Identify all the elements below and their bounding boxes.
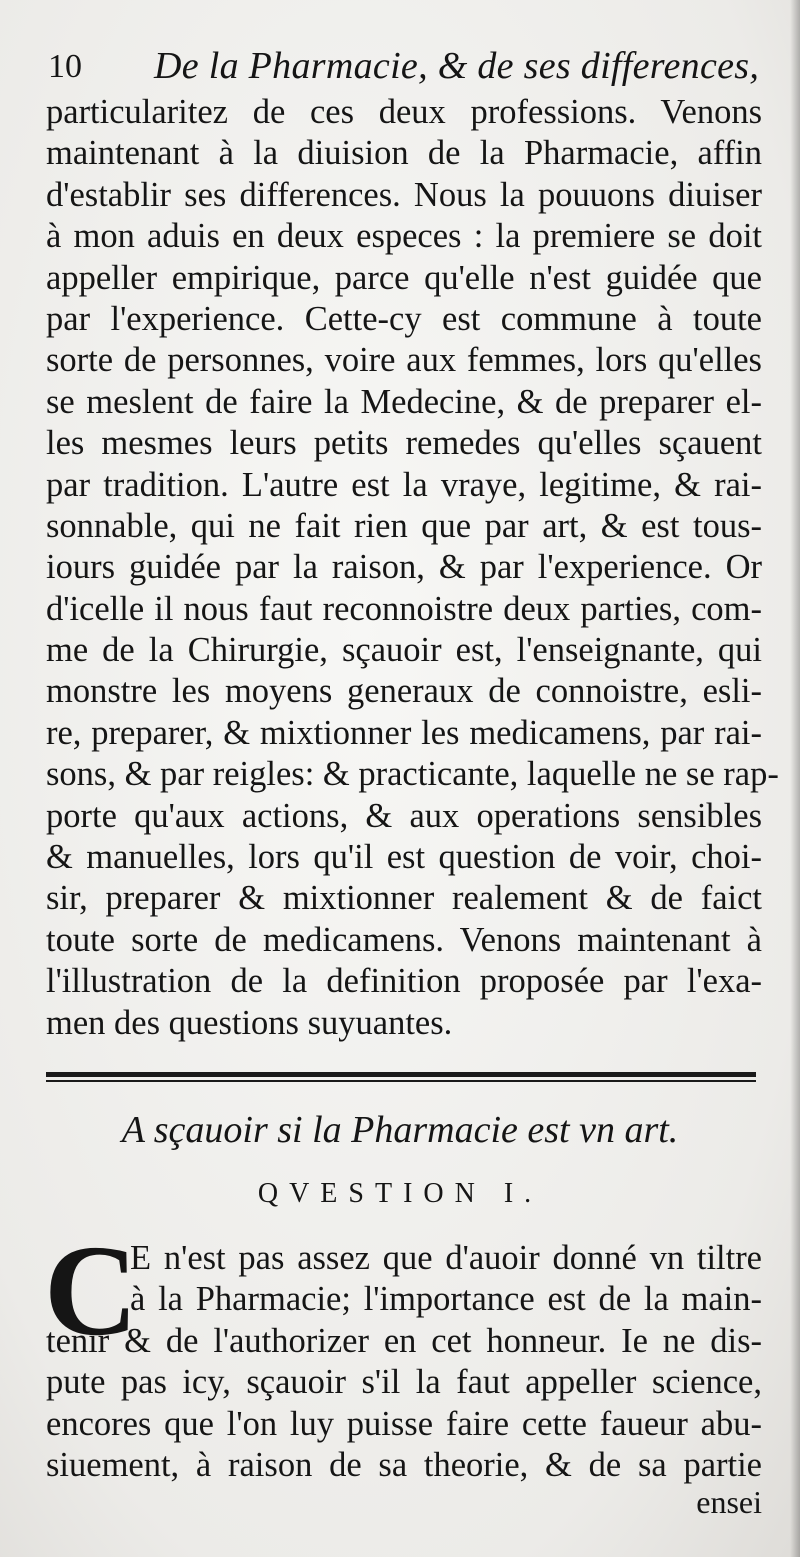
text-line: E n'est pas assez que d'auoir donné vn tiltre	[130, 1239, 762, 1277]
text-line: sorte de personnes, voire aux femmes, lors qu'elles	[46, 341, 762, 380]
text-line: tenir & de l'authorizer en cet honneur. Ie ne dis-	[46, 1321, 762, 1360]
text-line: l'illustration de la definition proposée par l'exa-	[46, 962, 762, 1001]
text-line: toute sorte de medicamens. Venons maintenant à	[46, 920, 762, 959]
text-line: iours guidée par la raison, & par l'experience. Or	[46, 548, 762, 587]
text-line: par tradition. L'autre est la vraye, legitime, & rai-	[46, 465, 762, 504]
text-line: appeller empirique, parce qu'elle n'est guidée que	[46, 258, 762, 297]
text-line: siuement, à raison de sa theorie, & de sa partie	[46, 1445, 762, 1484]
text-line: d'icelle il nous faut reconnoistre deux parties, com-	[46, 589, 762, 628]
body-text	[46, 92, 779, 1044]
text-line: se meslent de faire la Medecine, & de preparer el-	[46, 382, 762, 421]
text-line: sonnable, qui ne fait rien que par art, & est tous-	[46, 506, 762, 545]
text-line: re, preparer, & mixtionner les medicamens, par rai-	[46, 713, 762, 752]
text-line: les mesmes leurs petits remedes qu'elles sçauent	[46, 424, 762, 463]
question-text	[46, 1238, 762, 1486]
text-line: pute pas icy, sçauoir s'il la faut appeller science,	[46, 1363, 762, 1402]
text-line: par l'experience. Cette-cy est commune à toute	[46, 299, 762, 338]
text-line: sons, & par reigles: & practicante, laquelle ne se rap-	[46, 755, 779, 794]
text-line: à mon aduis en deux especes : la premiere se doit	[46, 217, 762, 256]
section-divider-thick	[46, 1072, 756, 1077]
text-line: encores que l'on luy puisse faire cette faueur abu-	[46, 1404, 762, 1443]
text-line: maintenant à la diuision de la Pharmacie, affin	[46, 134, 762, 173]
section-subtitle: A sçauoir si la Pharmacie est vn art.	[121, 1109, 679, 1151]
text-line: porte qu'aux actions, & aux operations sensibles	[46, 796, 762, 835]
text-line: monstre les moyens generaux de connoistre, esli-	[46, 672, 762, 711]
drop-cap-initial: C	[44, 1219, 138, 1363]
question-heading: QVESTION I.	[257, 1178, 543, 1209]
text-line: men des questions suyuantes.	[46, 1003, 453, 1042]
page-number: 10	[48, 48, 82, 85]
text-line: me de la Chirurgie, sçauoir est, l'enseignante, qui	[46, 631, 762, 670]
page-header	[46, 42, 766, 92]
text-line: à la Pharmacie; l'importance est de la main-	[130, 1280, 762, 1319]
text-line: sir, preparer & mixtionner realement & de faict	[46, 879, 762, 918]
text-line: particularitez de ces deux professions. Venons	[46, 93, 762, 131]
section-divider-thin	[46, 1080, 756, 1082]
text-line: & manuelles, lors qu'il est question de voir, choi-	[46, 838, 762, 877]
catchword: ensei	[696, 1484, 762, 1520]
running-title: De la Pharmacie, & de ses differences,	[154, 45, 760, 87]
page-gutter-shadow	[790, 0, 800, 1557]
text-line: d'establir ses differences. Nous la pouuons diuiser	[46, 175, 762, 214]
